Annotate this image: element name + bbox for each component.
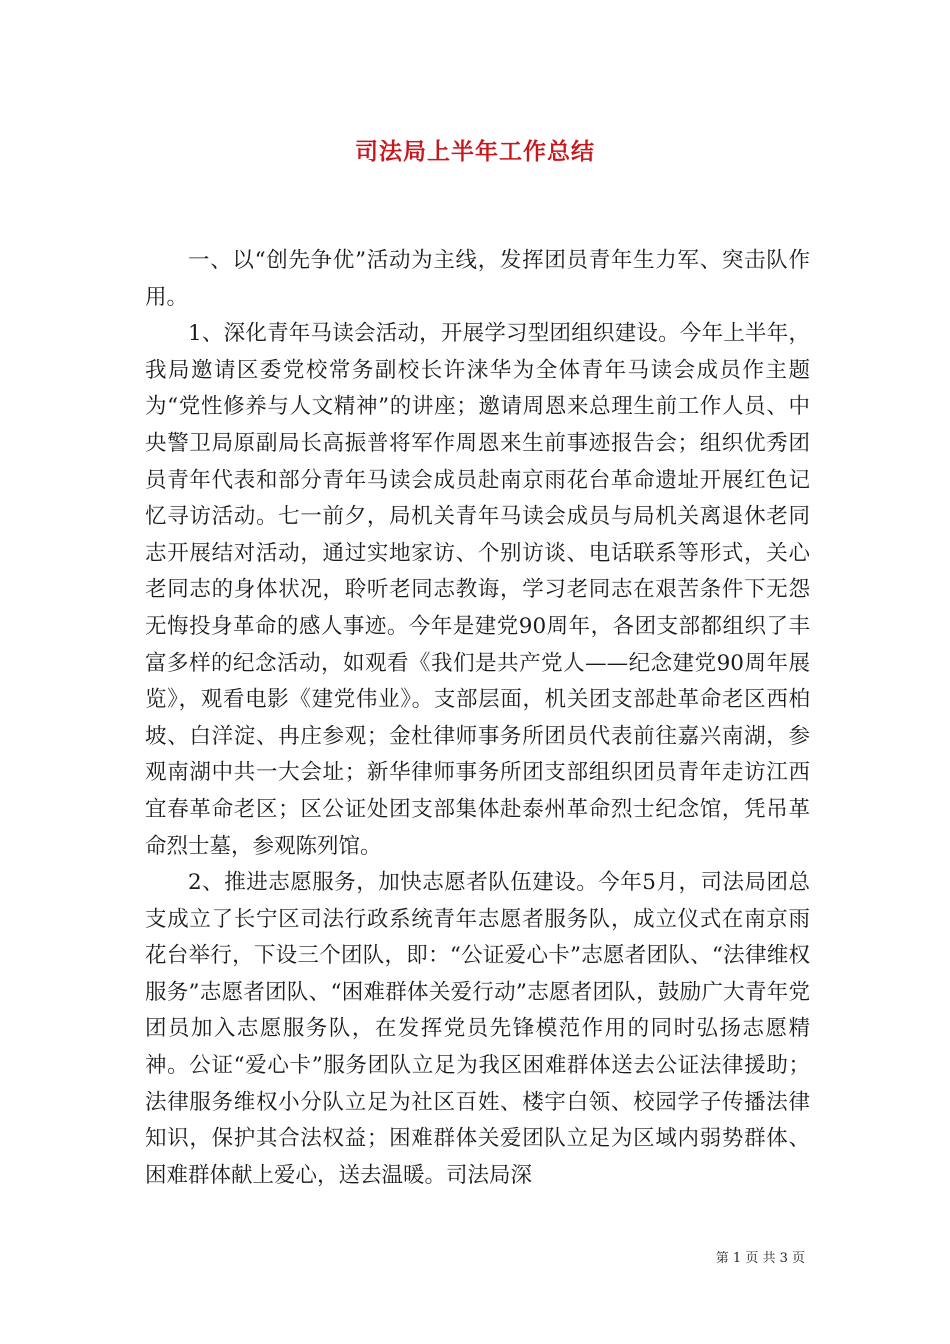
paragraph-item-2: 2、推进志愿服务，加快志愿者队伍建设。今年5月，司法局团总支成立了长宁区司法行政系统青年志愿者服务队，成立仪式在南京雨花台举行，下设三个团队，即：“公证爱心卡”志愿者团队、“法律维权服务”志愿者团队、“困难群体关爱行动”志愿者团队，鼓励广大青年党团员加入志愿服务队，在发挥党员先锋模范作用的同时弘扬志愿精神。公证“爱心卡”服务团队立足为我区困难群体送去公证法律援助；法律服务维权小分队立足为社区百姓、楼宇白领、校园学子传播法律知识，保护其合法权益；困难群体关爱团队立足为区域内弱势群体、困难群体献上爱心，送去温暖。司法局深 — [145, 870, 810, 1188]
document-title: 司法局上半年工作总结 — [355, 139, 595, 165]
paragraph-item-1: 1、深化青年马读会活动，开展学习型团组织建设。今年上半年，我局邀请区委党校常务副校长许涞华为全体青年马读会成员作主题为“党性修养与人文精神”的讲座；邀请周恩来总理生前工作人员、中央警卫局原副局长高振普将军作周恩来生前事迹报告会；组织优秀团员青年代表和部分青年马读会成员赴南京雨花台革命遗址开展红色记忆寻访活动。七一前夕，局机关青年马读会成员与局机关离退休老同志开展结对活动，通过实地家访、个别访谈、电话联系等形式，关心老同志的身体状况，聆听老同志教诲，学习老同志在艰苦条件下无怨无悔投身革命的感人事迹。今年是建党90周年，各团支部都组织了丰富多样的纪念活动，如观看《我们是共产党人——纪念建党90周年展览》，观看电影《建党伟业》。支部层面，机关团支部赴革命老区西柏坡、白洋淀、冉庄参观；金杜律师事务所团员代表前往嘉兴南湖，参观南湖中共一大会址；新华律师事务所团支部组织团员青年走访江西宜春革命老区；区公证处团支部集体赴泰州革命烈士纪念馆，凭吊革命烈士墓，参观陈列馆。 — [145, 321, 810, 859]
document-body — [145, 243, 810, 1194]
paragraph-section-heading: 一、以“创先争优”活动为主线，发挥团员青年生力军、突击队作用。 — [145, 248, 810, 310]
page-number-footer: 第 1 页 共 3 页 — [715, 1251, 805, 1266]
